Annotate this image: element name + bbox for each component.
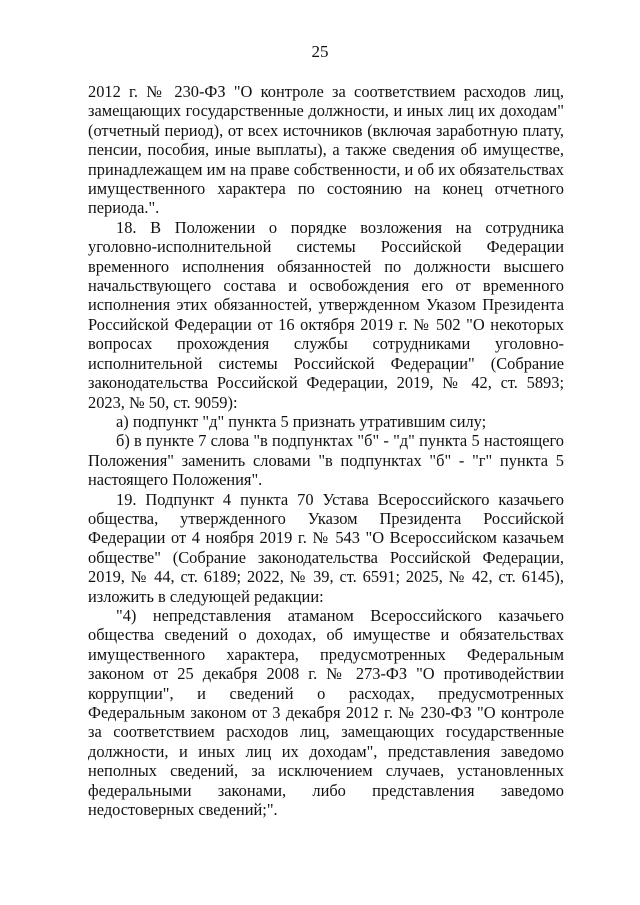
paragraph-continuation: 2012 г. № 230-ФЗ "О контроле за соответствием расходов лиц, замещающих государственные должности, и иных лиц их доходам" (отчетный период), от всех источников (включая заработную плату, пенсии, пособия, иные выплаты), а также сведения об имуществе, принадлежащем им на праве собственности, и об их обязательствах имущественного характера по состоянию на конец отчетного периода.". xyxy=(88,82,564,218)
document-body xyxy=(88,82,564,819)
paragraph-item-19: 19. Подпункт 4 пункта 70 Устава Всероссийского казачьего общества, утвержденного Указом Президента Российской Федерации от 4 ноября 2019 г. № 543 "О Всероссийском казачьем обществе" (Собрание законодательства Российской Федерации, 2019, № 44, ст. 6189; 2022, № 39, ст. 6591; 2025, № 42, ст. 6145), изложить в следующей редакции: xyxy=(88,489,564,606)
paragraph-quoted-subitem-4: "4) непредставления атаманом Всероссийского казачьего общества сведений о доходах, об имуществе и обязательствах имущественного характера, предусмотренных Федеральным законом от 25 декабря 2008 г. № 273-ФЗ "О противодействии коррупции", и сведений о расходах, предусмотренных Федеральным законом от 3 декабря 2012 г. № 230-ФЗ "О контроле за соответствием расходов лиц, замещающих государственные должности, и иных лиц их доходам", представления заведомо неполных сведений, за исключением случаев, установленных федеральными законами, либо представления заведомо недостоверных сведений;". xyxy=(88,605,564,820)
paragraph-subitem-a: а) подпункт "д" пункта 5 признать утратившим силу; xyxy=(116,411,487,431)
page-number: 25 xyxy=(311,42,329,61)
paragraph-subitem-b: б) в пункте 7 слова "в подпунктах "б" - "д" пункта 5 настоящего Положения" заменить словами "в подпунктах "б" - "г" пункта 5 настоящего Положения". xyxy=(88,431,564,490)
paragraph-item-18: 18. В Положении о порядке возложения на сотрудника уголовно-исполнительной системы Российской Федерации временного исполнения обязанностей по должности высшего начальствующего состава и освобождения его от временного исполнения этих обязанностей, утвержденном Указом Президента Российской Федерации от 16 октября 2019 г. № 502 "О некоторых вопросах прохождения службы сотрудниками уголовно-исполнительной системы Российской Федерации" (Собрание законодательства Российской Федерации, 2019, № 42, ст. 5893; 2023, № 50, ст. 9059): xyxy=(88,217,564,412)
